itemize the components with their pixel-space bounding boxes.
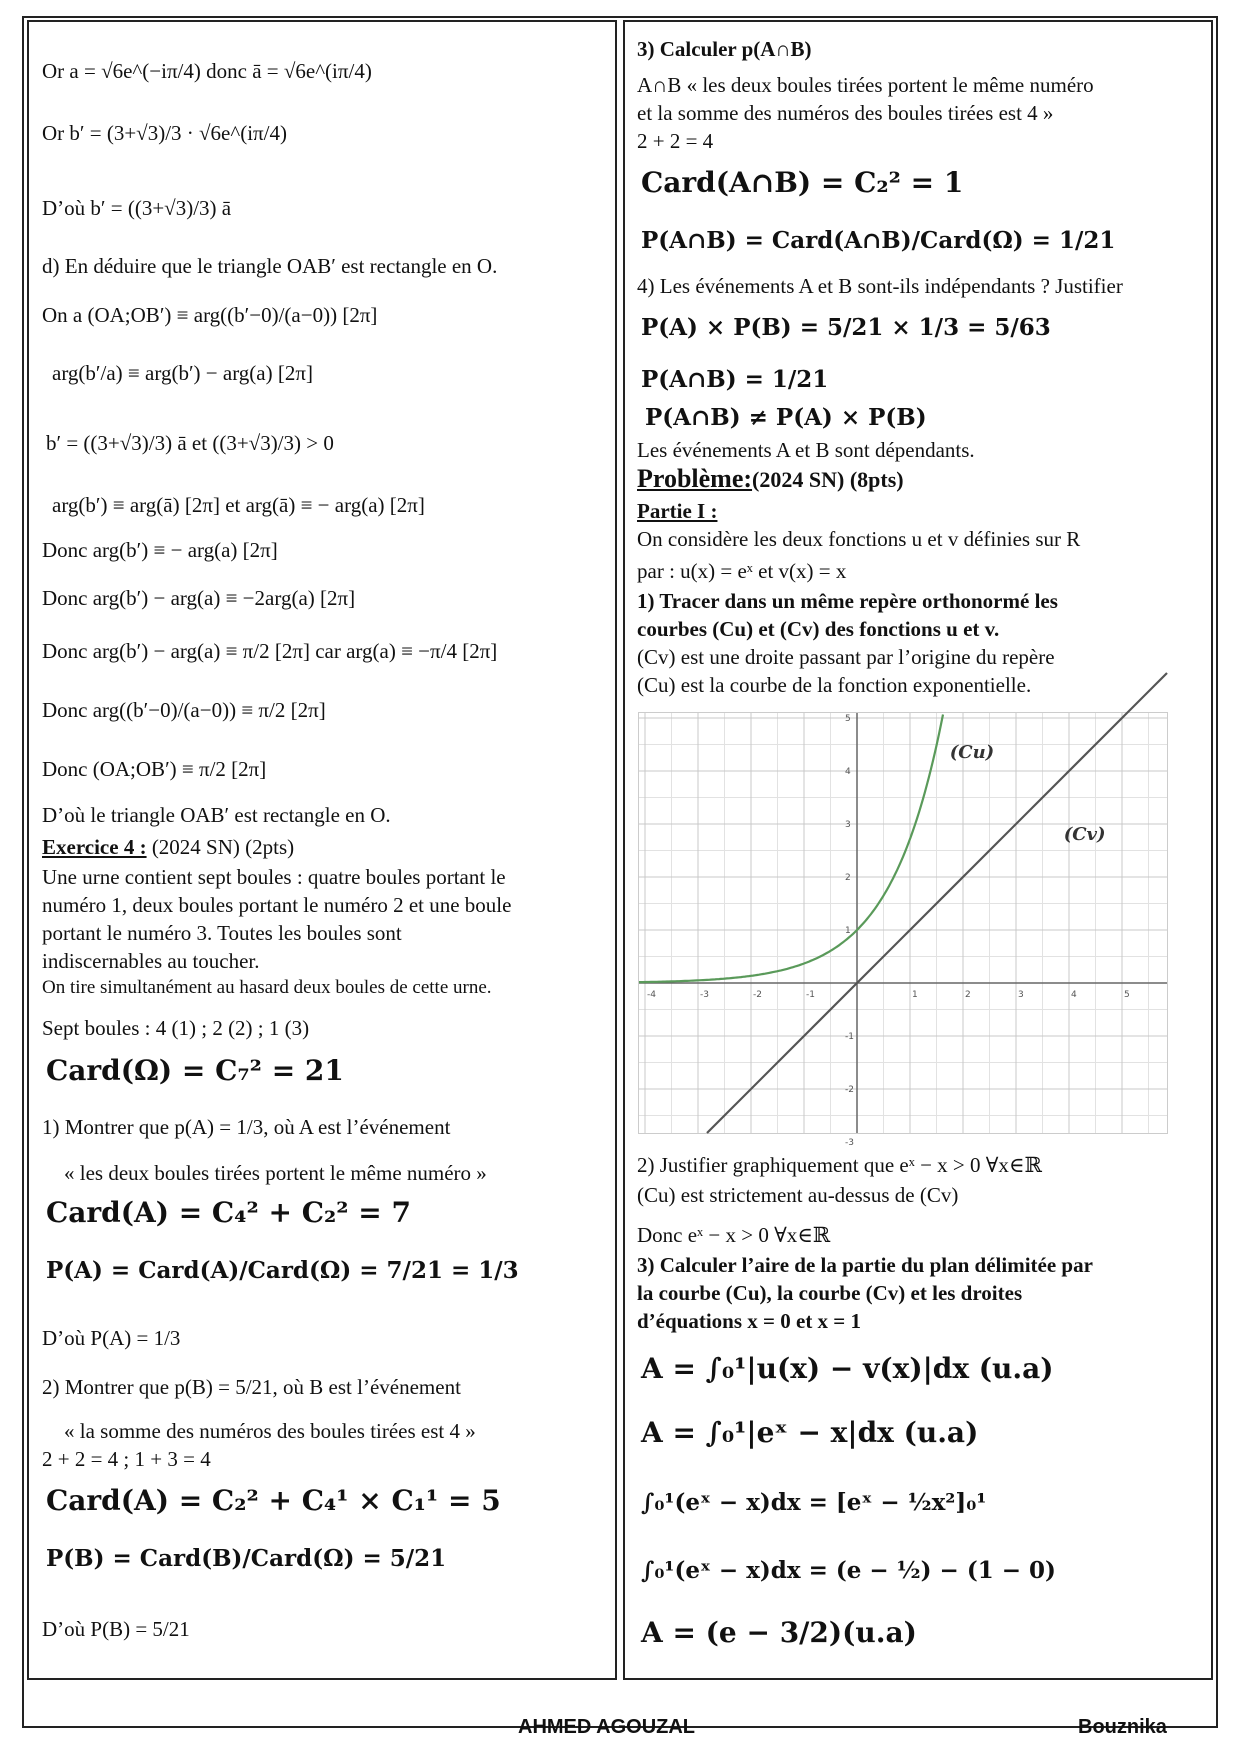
left-line-9: Donc arg(b′) ≡ − arg(a) [2π] xyxy=(42,538,278,562)
right-line-2: A∩B « les deux boules tirées portent le même numéro xyxy=(637,73,1094,97)
prob-b: P(B) = Card(B)/Card(Ω) = 5/21 xyxy=(46,1545,447,1572)
right-line-16: (Cv) est une droite passant par l’origine du repère xyxy=(637,645,1055,669)
integral-line-1: ∫₀¹(eˣ − x)dx = [eˣ − ½x²]₀¹ xyxy=(641,1489,987,1516)
left-line-1: Or a = √6e^(−iπ/4) donc ā = √6e^(iπ/4) xyxy=(42,59,372,83)
right-line-1 xyxy=(637,36,812,62)
x-tick-label: 5 xyxy=(1124,990,1130,1000)
y-tick-label: 2 xyxy=(845,873,851,883)
left-line-6: arg(b′/a) ≡ arg(b′) − arg(a) [2π] xyxy=(52,361,313,385)
card-a: Card(A) = C₄² + C₂² = 7 xyxy=(46,1196,411,1229)
exercise-4-heading xyxy=(42,834,294,860)
integral-line-2: ∫₀¹(eˣ − x)dx = (e − ½) − (1 − 0) xyxy=(641,1557,1056,1584)
y-tick-label: 4 xyxy=(845,767,851,777)
x-tick-label: 1 xyxy=(912,990,918,1000)
function-graph xyxy=(638,712,1168,1148)
area-formula-2: A = ∫₀¹|eˣ − x|dx (u.a) xyxy=(641,1416,979,1449)
right-line-11: Les événements A et B sont dépendants. xyxy=(637,438,975,462)
right-line-23: d’équations x = 0 et x = 1 xyxy=(637,1309,862,1333)
ex4-text-5: On tire simultanément au hasard deux boules de cette urne. xyxy=(42,977,492,998)
right-line-4: 2 + 2 = 4 xyxy=(637,129,714,153)
probleme-info: (2024 SN) (8pts) xyxy=(752,467,904,492)
left-line-8: arg(b′) ≡ arg(ā) [2π] et arg(ā) ≡ − arg(a) [2π] xyxy=(52,493,425,517)
x-tick-label: 2 xyxy=(965,990,971,1000)
x-tick-label: -4 xyxy=(647,990,656,1000)
right-line-12: On considère les deux fonctions u et v définies sur R xyxy=(637,527,1081,551)
prob-a-inter-b-2: P(A∩B) = 1/21 xyxy=(641,366,829,393)
x-tick-label: -3 xyxy=(700,990,709,1000)
right-line-3: et la somme des numéros des boules tirées est 4 » xyxy=(637,101,1054,125)
question-2-sum: 2 + 2 = 4 ; 1 + 3 = 4 xyxy=(42,1447,211,1471)
ex4-text-3: portant le numéro 3. Toutes les boules sont xyxy=(42,921,402,945)
probleme-heading xyxy=(637,466,904,493)
y-tick-label: 3 xyxy=(845,820,851,830)
left-line-13: Donc (OA;OB′) ≡ π/2 [2π] xyxy=(42,757,267,781)
left-line-3: D’où b′ = ((3+√3)/3) ā xyxy=(42,196,232,220)
right-line-13: par : u(x) = eˣ et v(x) = x xyxy=(637,559,847,583)
left-line-2: Or b′ = (3+√3)/3 · √6e^(iπ/4) xyxy=(42,121,287,145)
ex4-text-4: indiscernables au toucher. xyxy=(42,949,260,973)
right-line-17: (Cu) est la courbe de la fonction exponentielle. xyxy=(637,673,1032,697)
left-line-14: D’où le triangle OAB′ est rectangle en O. xyxy=(42,803,391,827)
left-line-11: Donc arg(b′) − arg(a) ≡ π/2 [2π] car arg(a) ≡ −π/4 [2π] xyxy=(42,639,498,663)
footer-place: Bouznika xyxy=(1078,1716,1167,1738)
right-line-14: 1) Tracer dans un même repère orthonormé les xyxy=(637,589,1058,613)
left-line-5: On a (OA;OB′) ≡ arg((b′−0)/(a−0)) [2π] xyxy=(42,303,378,327)
probleme-title: Problème: xyxy=(637,464,753,493)
x-tick-label: -2 xyxy=(753,990,762,1000)
right-line-18: 2) Justifier graphiquement que eˣ − x > 0 ∀x∈ℝ xyxy=(637,1153,1042,1177)
exercise-4-title: Exercice 4 : xyxy=(42,835,147,859)
left-line-7: b′ = ((3+√3)/3) ā et ((3+√3)/3) > 0 xyxy=(46,431,334,455)
area-result: A = (e − 3/2)(u.a) xyxy=(641,1616,917,1649)
prob-a: P(A) = Card(A)/Card(Ω) = 7/21 = 1/3 xyxy=(46,1257,519,1284)
ex4-text-6: Sept boules : 4 (1) ; 2 (2) ; 1 (3) xyxy=(42,1016,310,1040)
right-line-19: (Cu) est strictement au-dessus de (Cv) xyxy=(637,1183,959,1207)
question-2-event: « la somme des numéros des boules tirées est 4 » xyxy=(64,1419,476,1443)
y-tick-label: -1 xyxy=(845,1032,854,1042)
x-tick-label: -1 xyxy=(806,990,815,1000)
prob-a-result: D’où P(A) = 1/3 xyxy=(42,1326,181,1350)
left-line-4: d) En déduire que le triangle OAB′ est rectangle en O. xyxy=(42,254,498,278)
left-line-10: Donc arg(b′) − arg(a) ≡ −2arg(a) [2π] xyxy=(42,586,356,610)
prob-a-inter-b: P(A∩B) = Card(A∩B)/Card(Ω) = 1/21 xyxy=(641,227,1116,254)
x-tick-label: 4 xyxy=(1071,990,1077,1000)
right-line-20: Donc eˣ − x > 0 ∀x∈ℝ xyxy=(637,1223,831,1247)
ex4-text-2: numéro 1, deux boules portant le numéro 2 et une boule xyxy=(42,893,512,917)
ex4-text-1: Une urne contient sept boules : quatre boules portant le xyxy=(42,865,506,889)
inequality: P(A∩B) ≠ P(A) × P(B) xyxy=(645,404,927,431)
x-tick-label: 3 xyxy=(1018,990,1024,1000)
question-2: 2) Montrer que p(B) = 5/21, où B est l’événement xyxy=(42,1375,461,1399)
right-line-7: 4) Les événements A et B sont-ils indépendants ? Justifier xyxy=(637,274,1123,298)
question-1-event: « les deux boules tirées portent le même numéro » xyxy=(64,1161,487,1185)
y-tick-label: -3 xyxy=(845,1138,854,1148)
right-line-1-text: 3) Calculer p(A∩B) xyxy=(637,37,812,61)
question-1: 1) Montrer que p(A) = 1/3, où A est l’événement xyxy=(42,1115,451,1139)
card-b: Card(A) = C₂² + C₄¹ × C₁¹ = 5 xyxy=(46,1484,501,1517)
product-pa-pb: P(A) × P(B) = 5/21 × 1/3 = 5/63 xyxy=(641,314,1051,341)
footer-author: AHMED AGOUZAL xyxy=(518,1716,696,1738)
right-line-21: 3) Calculer l’aire de la partie du plan délimitée par xyxy=(637,1253,1093,1277)
right-line-22: la courbe (Cu), la courbe (Cv) et les droites xyxy=(637,1281,1023,1305)
prob-b-result: D’où P(B) = 5/21 xyxy=(42,1617,190,1641)
card-omega: Card(Ω) = C₇² = 21 xyxy=(46,1054,344,1087)
curve-cu-label: (Cu) xyxy=(949,741,995,763)
left-line-12: Donc arg((b′−0)/(a−0)) ≡ π/2 [2π] xyxy=(42,698,326,722)
curve-cv-label: (Cv) xyxy=(1063,823,1106,845)
card-a-inter-b: Card(A∩B) = C₂² = 1 xyxy=(641,166,964,199)
y-tick-label: 1 xyxy=(845,926,851,936)
partie-1-title: Partie I : xyxy=(637,499,718,523)
y-tick-label: 5 xyxy=(845,714,851,724)
y-tick-label: -2 xyxy=(845,1085,854,1095)
area-formula-1: A = ∫₀¹|u(x) − v(x)|dx (u.a) xyxy=(641,1352,1054,1385)
right-line-15: courbes (Cu) et (Cv) des fonctions u et v. xyxy=(637,617,1000,641)
exercise-4-info: (2024 SN) (2pts) xyxy=(146,835,295,859)
